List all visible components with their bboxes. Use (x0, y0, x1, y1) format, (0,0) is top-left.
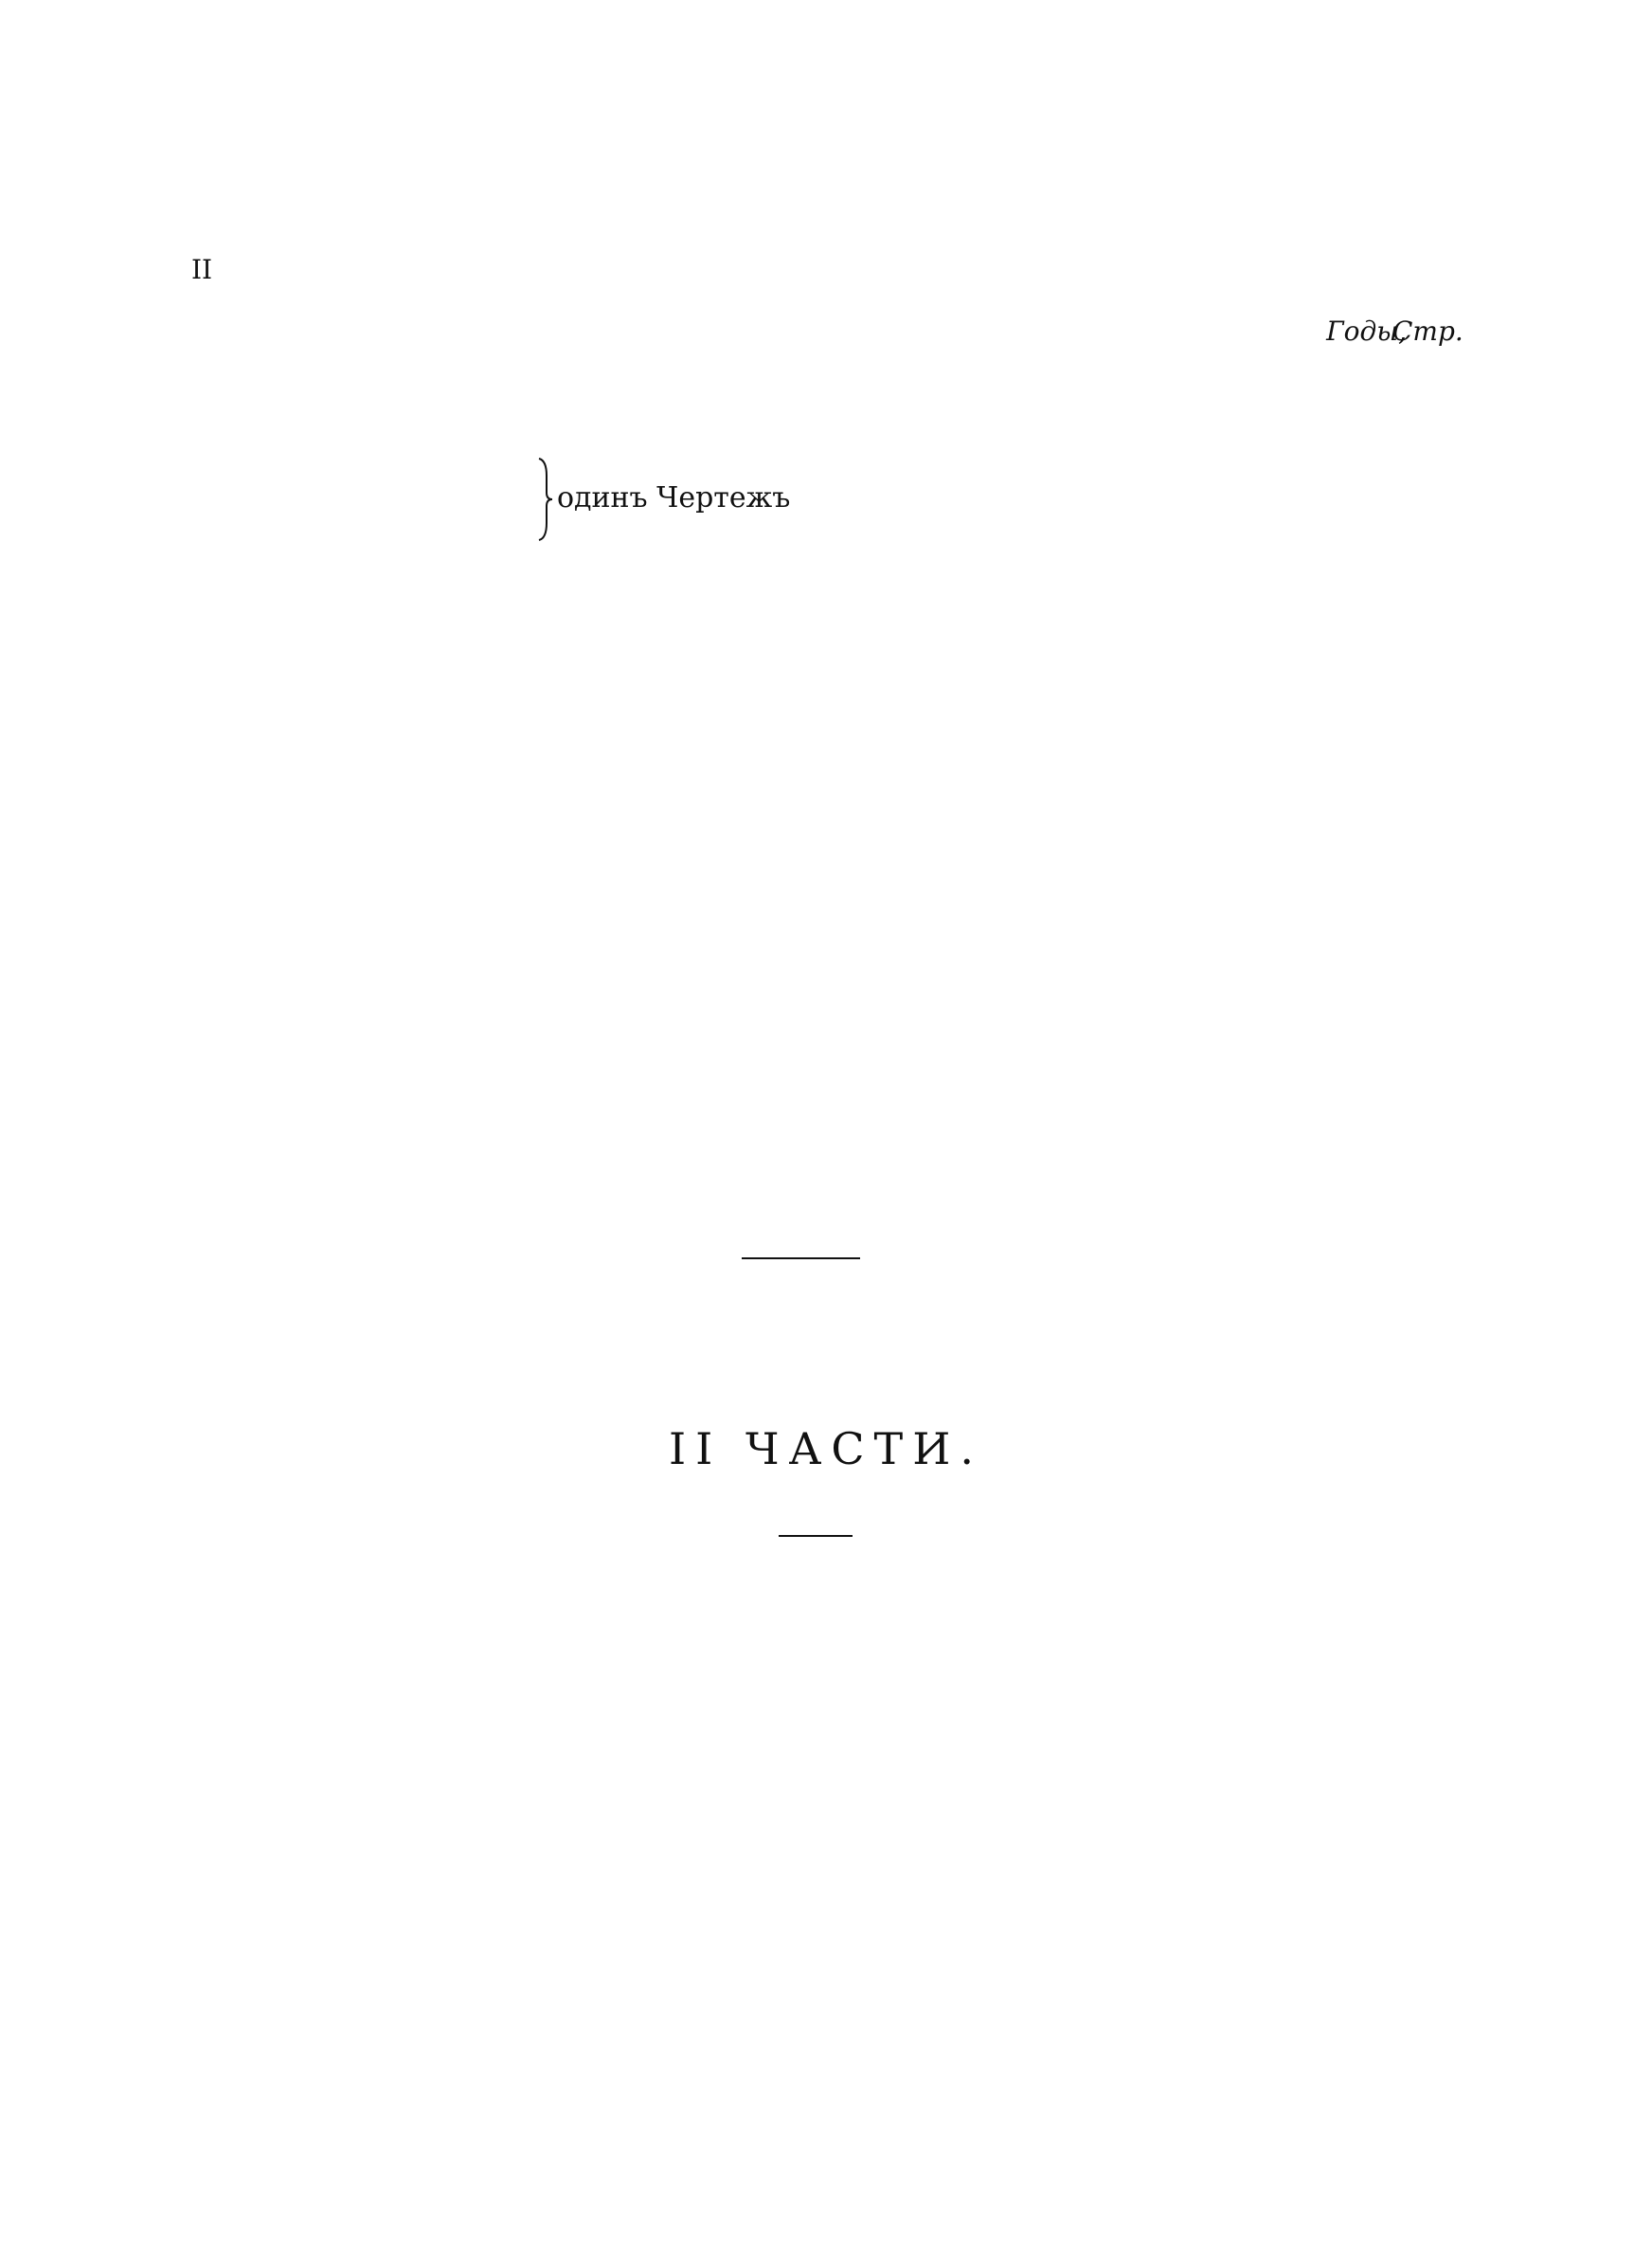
page-number: II (191, 254, 213, 285)
brace-icon (535, 457, 554, 542)
brace-note: одинъ Чертежъ (557, 481, 791, 515)
column-header-page: Стр. (1392, 316, 1463, 347)
divider-rule-short (779, 1535, 853, 1537)
divider-rule (742, 1257, 860, 1259)
column-header-year: Годы, (1326, 316, 1407, 347)
section-title: II ЧАСТИ. (669, 1423, 983, 1474)
